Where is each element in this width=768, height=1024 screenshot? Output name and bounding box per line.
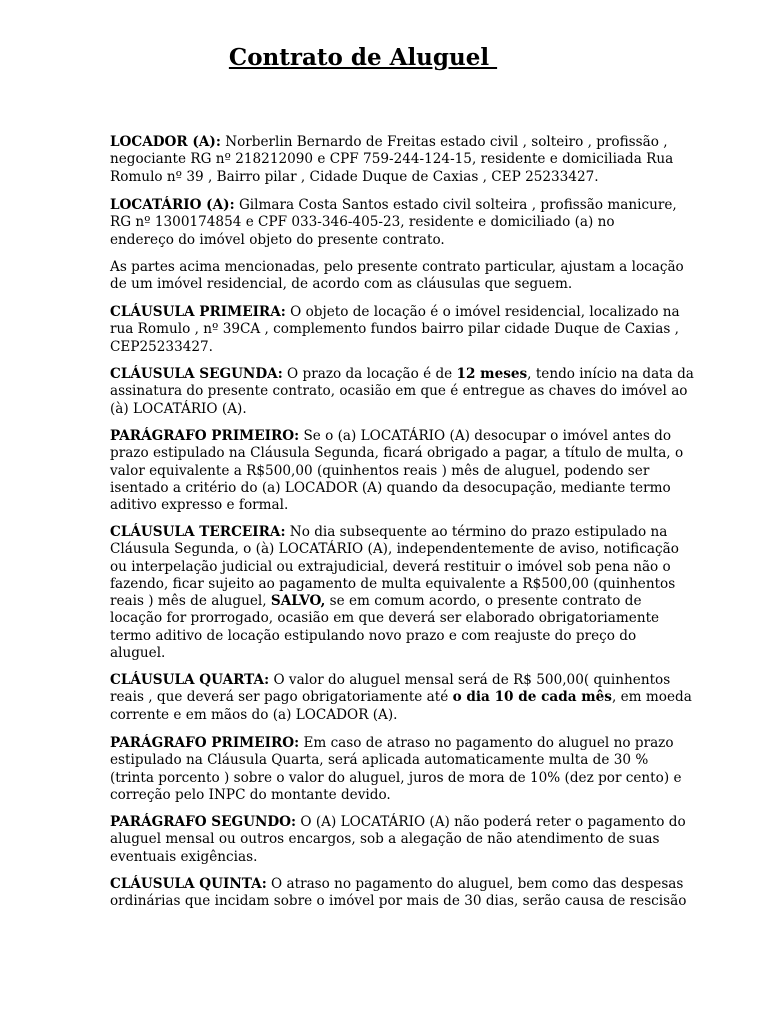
paragraph-locatario: LOCATÁRIO (A): Gilmara Costa Santos estado civil solteira , profissão manicure, RG nº 1300174854 e CPF 033-346-405-23, residente e domiciliado (a) no endereço do imóvel objeto do presente contrato.: [110, 197, 677, 248]
label-paragrafo-segundo: PARÁGRAFO SEGUNDO:: [110, 814, 297, 830]
label-paragrafo-primeiro: PARÁGRAFO PRIMEIRO:: [110, 735, 300, 751]
paragraph-paragrafo-primeiro-b: PARÁGRAFO PRIMEIRO: Em caso de atraso no pagamento do aluguel no prazo estipulado na Cláusula Quarta, será aplicada automaticamente multa de 30 % (trinta porcento ) sobre o valor do aluguel, juros de mora de 10% (dez por cento) e correção pelo INPC do montante devido.: [110, 735, 682, 803]
label-clausula-terceira: CLÁUSULA TERCEIRA:: [110, 524, 286, 540]
prazo-highlight: 12 meses: [456, 366, 528, 382]
label-clausula-segunda: CLÁUSULA SEGUNDA:: [110, 366, 283, 382]
paragraph-clausula-quinta: CLÁUSULA QUINTA: O atraso no pagamento do aluguel, bem como das despesas ordinárias que incidam sobre o imóvel por mais de 30 dias, serão causa de rescisão: [110, 876, 687, 910]
vencimento-highlight: o dia 10 de cada mês: [452, 689, 612, 706]
paragraph-clausula-terceira: CLÁUSULA TERCEIRA: No dia subsequente ao término do prazo estipulado na Cláusula Segunda, o (à) LOCATÁRIO (A), independentemente de aviso, notificação ou interpelação judicial ou extrajudicial, deverá restituir o imóvel sob pena não o fazendo, ficar sujeito ao pagamento de multa equivalente a R$500,00 (quinhentos reais ) mês de aluguel, SALVO, se em comum acordo, o presente contrato de locação for prorrogado, ocasião em que deverá ser elaborado obrigatoriamente termo aditivo de locação estipulando novo prazo e com reajuste do preço do aluguel.: [110, 524, 679, 662]
label-clausula-quarta: CLÁUSULA QUARTA:: [110, 672, 270, 688]
paragraph-paragrafo-primeiro-a: PARÁGRAFO PRIMEIRO: Se o (a) LOCATÁRIO (A) desocupar o imóvel antes do prazo estipulado na Cláusula Segunda, ficará obrigado a pagar, a título de multa, o valor equivalente a R$500,00 (quinhentos reais ) mês de aluguel, podendo ser isentado a critério do (a) LOCADOR (A) quando da desocupação, mediante termo aditivo expresso e formal.: [110, 428, 684, 514]
label-locatario: LOCATÁRIO (A):: [110, 197, 235, 213]
paragraph-paragrafo-segundo: PARÁGRAFO SEGUNDO: O (A) LOCATÁRIO (A) não poderá reter o pagamento do aluguel mensal ou outros encargos, sob a alegação de não atendimento de suas eventuais exigências.: [110, 814, 686, 865]
label-paragrafo-primeiro: PARÁGRAFO PRIMEIRO:: [110, 428, 300, 444]
label-clausula-quinta: CLÁUSULA QUINTA:: [110, 876, 267, 892]
paragraph-clausula-segunda: CLÁUSULA SEGUNDA: O prazo da locação é de 12 meses, tendo início na data da assinatura do presente contrato, ocasião em que é entregue as chaves do imóvel ao (à) LOCATÁRIO (A).: [110, 366, 694, 417]
label-locador: LOCADOR (A):: [110, 134, 221, 150]
salvo-highlight: SALVO,: [270, 593, 326, 610]
paragraph-clausula-quarta: CLÁUSULA QUARTA: O valor do aluguel mensal será de R$ 500,00( quinhentos reais , que deverá ser pago obrigatoriamente até o dia 10 de cada mês, em moeda corrente e em mãos do (a) LOCADOR (A).: [110, 672, 692, 723]
paragraph-partes: As partes acima mencionadas, pelo presente contrato particular, ajustam a locação de um imóvel residencial, de acordo com as cláusulas que seguem.: [110, 259, 684, 293]
document-title: Contrato de Aluguel: [228, 44, 498, 71]
paragraph-clausula-primeira: CLÁUSULA PRIMEIRA: O objeto de locação é o imóvel residencial, localizado na rua Romulo , nº 39CA , complemento fundos bairro pilar cidade Duque de Caxias , CEP25233427.: [110, 304, 680, 355]
paragraph-locador: LOCADOR (A): Norberlin Bernardo de Freitas estado civil , solteiro , profissão , negociante RG nº 218212090 e CPF 759-244-124-15, residente e domiciliada Rua Romulo nº 39 , Bairro pilar , Cidade Duque de Caxias , CEP 25233427.: [110, 134, 674, 185]
label-clausula-primeira: CLÁUSULA PRIMEIRA:: [110, 304, 286, 320]
